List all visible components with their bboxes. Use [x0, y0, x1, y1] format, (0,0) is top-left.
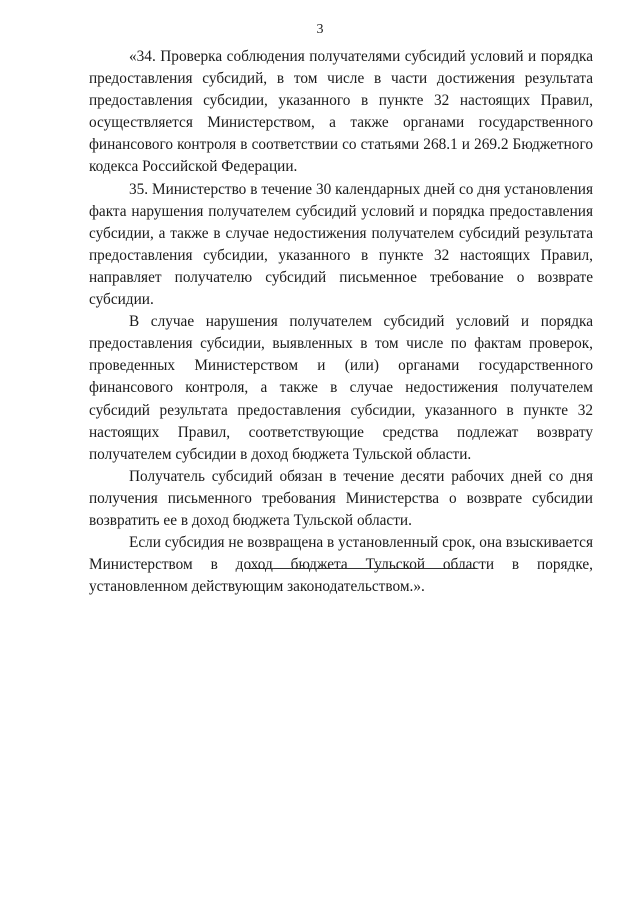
paragraph-35: 35. Министерство в течение 30 календарных дней со дня установления факта нарушения получателем субсидий условий и порядка предоставления субсидии, а также в случае недостижения получателем субсидий результата предоставления субсидии, указанного в пункте 32 настоящих Правил, направляет получателю субсидий письменное требование о возврате субсидии. [89, 180, 593, 309]
paragraph-recovery: Если субсидия не возвращена в установленный срок, она взыскивается Министерством в доход бюджета Тульской области в порядке, установленном действующим законодательством.». [89, 534, 593, 596]
paragraph-violation: В случае нарушения получателем субсидий условий и порядка предоставления субсидии, выявленных в том числе по фактам проверок, проведенных Министерством и (или) органами государственного финансового контроля, а также в случае недостижения получателем субсидий результата предоставления субсидии, указанного в пункте 32 настоящих Правил, соответствующие средства подлежат возврату получателем субсидии в доход бюджета Тульской области. [89, 313, 593, 463]
paragraph-34: «34. Проверка соблюдения получателями субсидий условий и порядка предоставления субсидий, в том числе в части достижения результата предоставления субсидии, указанного в пункте 32 настоящих Правил, осуществляется Министерством, а также органами государственного финансового контроля в соответствии со статьями 268.1 и 269.2 Бюджетного кодекса Российской Федерации. [89, 48, 593, 176]
document-body [89, 46, 593, 598]
end-divider-line [245, 568, 477, 569]
page-number: 3 [316, 22, 324, 37]
paragraph-return-obligation: Получатель субсидий обязан в течение десяти рабочих дней со дня получения письменного требования Министерства о возврате субсидии возвратить ее в доход бюджета Тульской области. [89, 467, 593, 529]
